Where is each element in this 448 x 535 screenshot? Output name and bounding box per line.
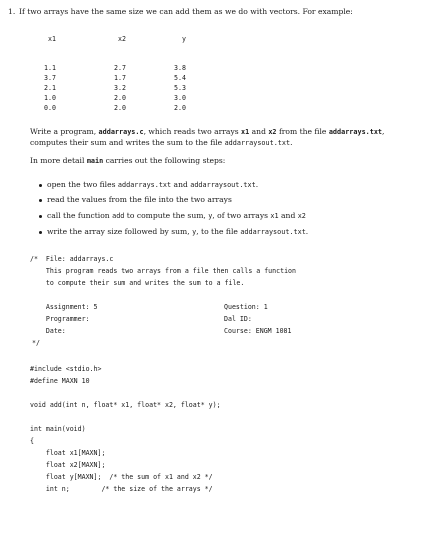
code-line: Course: ENGM 1081 — [224, 327, 292, 335]
list-item: read the values from the file into the two arrays — [47, 195, 232, 204]
table-header-x2: x2 — [118, 35, 126, 43]
table-cell: 3.8 — [174, 64, 186, 72]
paragraph-details: In more detail main carries out the following steps: — [30, 156, 226, 165]
table-cell: 2.7 — [114, 64, 126, 72]
code-line: Dal ID: — [224, 315, 252, 323]
list-item: open the two files addarrays.txt and addarraysout.txt. — [47, 180, 259, 189]
table-header-y: y — [182, 35, 186, 43]
paragraph-task-line2: computes their sum and writes the sum to the file addarraysout.txt. — [30, 138, 293, 147]
table-cell: 5.4 — [174, 74, 186, 82]
bullet-icon — [39, 231, 42, 234]
table-cell: 2.1 — [44, 84, 56, 92]
code-line: #define MAXN 10 — [30, 377, 90, 385]
list-item: call the function add to compute the sum, y, of two arrays x1 and x2 — [47, 211, 306, 220]
code-line: */ — [32, 339, 40, 347]
code-line: { — [30, 437, 34, 445]
bullet-icon — [39, 199, 42, 202]
code-line: int n; /* the size of the arrays */ — [30, 485, 213, 493]
code-line: Question: 1 — [224, 303, 268, 311]
table-cell: 3.7 — [44, 74, 56, 82]
code-line: #include <stdio.h> — [30, 365, 102, 373]
table-cell: 2.0 — [174, 104, 186, 112]
table-cell: 2.0 — [114, 94, 126, 102]
table-cell: 2.0 — [114, 104, 126, 112]
bullet-icon — [39, 184, 42, 187]
paragraph-task: Write a program, addarrays.c, which reads two arrays x1 and x2 from the file addarrays.txt, — [30, 127, 385, 136]
table-cell: 0.0 — [44, 104, 56, 112]
problem-number: 1. — [8, 7, 16, 16]
table-cell: 5.3 — [174, 84, 186, 92]
code-line: int main(void) — [30, 425, 86, 433]
code-line: float y[MAXN]; /* the sum of x1 and x2 */ — [30, 473, 213, 481]
code-line: void add(int n, float* x1, float* x2, float* y); — [30, 401, 221, 409]
list-item: write the array size followed by sum, y, to the file addarraysout.txt. — [47, 227, 309, 236]
table-cell: 1.0 — [44, 94, 56, 102]
bullet-icon — [39, 215, 42, 218]
table-cell: 3.2 — [114, 84, 126, 92]
code-line: Date: — [30, 327, 66, 335]
code-line: Assignment: 5 — [30, 303, 98, 311]
code-line: float x1[MAXN]; — [30, 449, 106, 457]
table-cell: 1.1 — [44, 64, 56, 72]
code-line: to compute their sum and writes the sum to a file. — [30, 279, 245, 287]
table-cell: 3.0 — [174, 94, 186, 102]
table-cell: 1.7 — [114, 74, 126, 82]
table-header-x1: x1 — [48, 35, 56, 43]
problem-intro: If two arrays have the same size we can add them as we do with vectors. For example: — [19, 7, 353, 16]
code-line: float x2[MAXN]; — [30, 461, 106, 469]
code-line: Programmer: — [30, 315, 90, 323]
code-line: This program reads two arrays from a file then calls a function — [30, 267, 296, 275]
code-line: /* File: addarrays.c — [30, 255, 114, 263]
